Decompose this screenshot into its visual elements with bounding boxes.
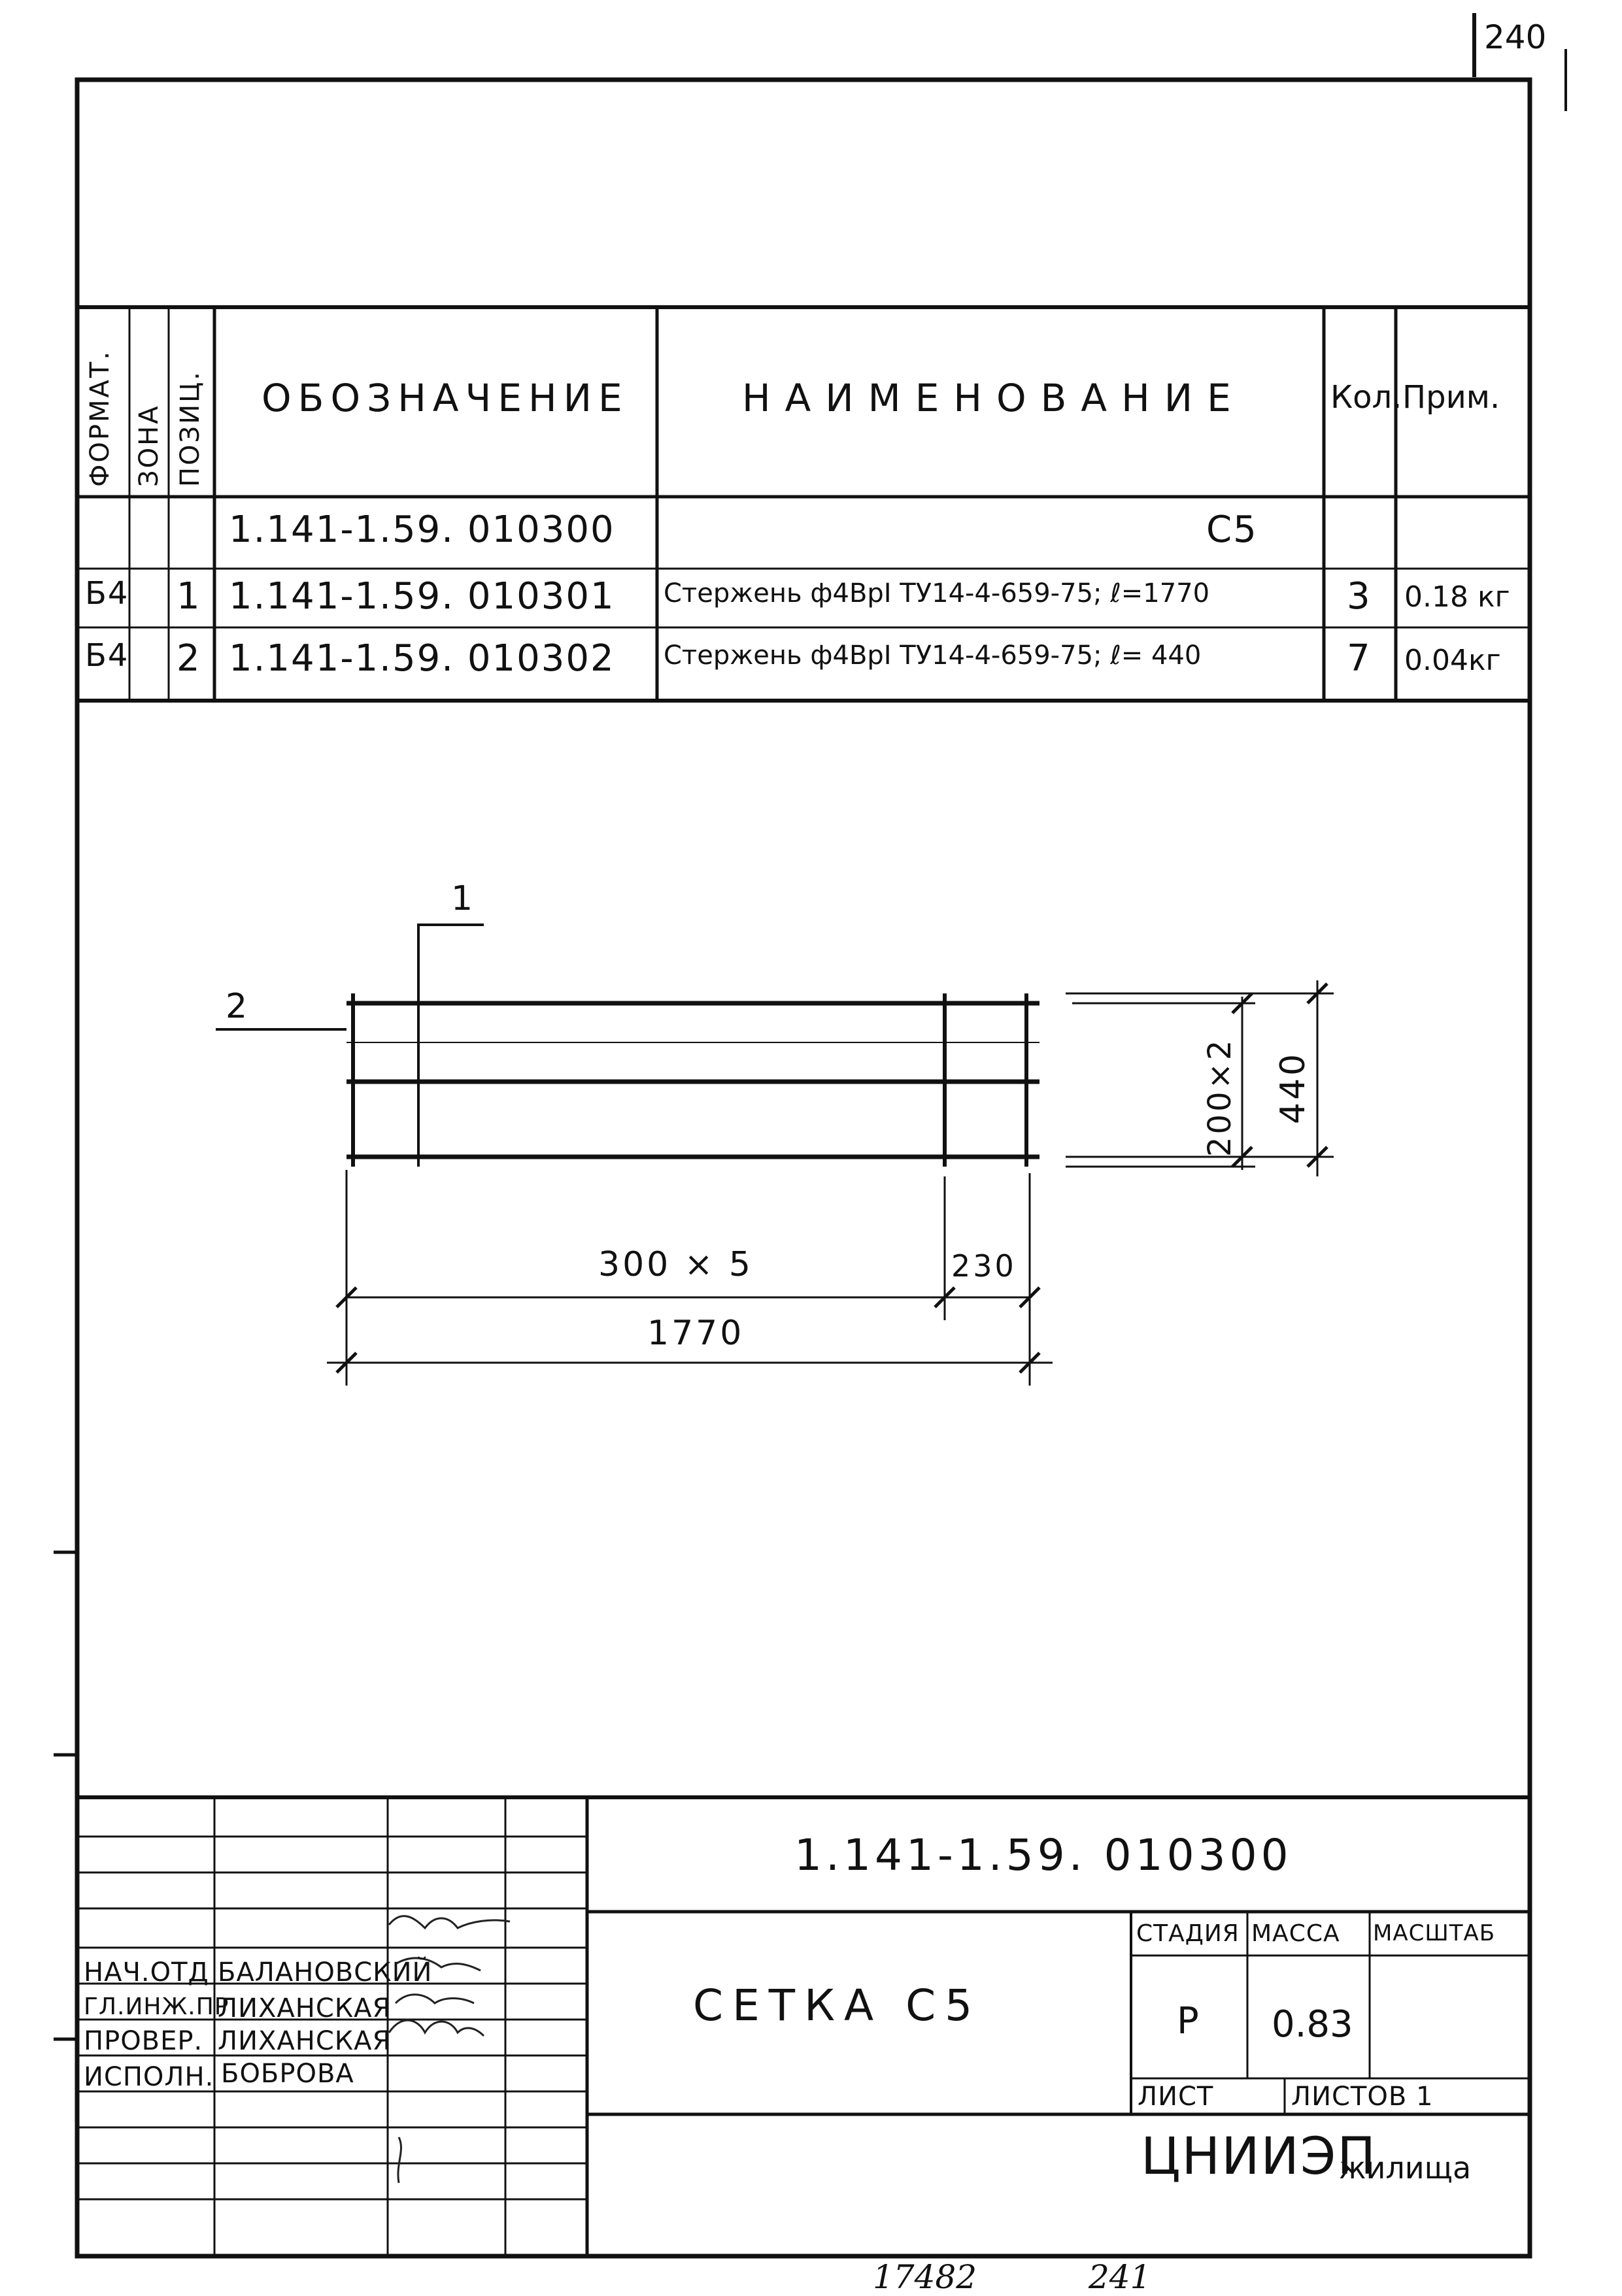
row-designation: 1.141-1.59. 010301 <box>229 575 615 618</box>
header-qty: Кол. <box>1330 379 1402 416</box>
row-position: 1 <box>177 575 201 618</box>
sheet-label: ЛИСТ <box>1138 2082 1214 2112</box>
row-format: Б4 <box>85 637 129 674</box>
header-note: Прим. <box>1402 379 1500 416</box>
row-note: 0.04кг <box>1404 644 1501 677</box>
row-designation: 1.141-1.59. 010300 <box>229 508 615 551</box>
header-designation: ОБОЗНАЧЕНИЕ <box>262 376 629 420</box>
dim-spacing-short: 200×2 <box>1202 1037 1238 1157</box>
row-note: 0.18 кг <box>1404 580 1510 614</box>
mass-value: 0.83 <box>1272 2003 1353 2046</box>
stage-value: Р <box>1177 2000 1199 2042</box>
callout-2: 2 <box>226 987 250 1026</box>
dim-spacing-long: 300 × 5 <box>598 1245 753 1284</box>
staff-name: ЛИХАНСКАЯ <box>218 2026 392 2056</box>
dim-total-width: 440 <box>1274 1051 1313 1124</box>
organization-name: ЦНИИЭП <box>1141 2127 1377 2186</box>
staff-name: БАЛАНОВСКИЙ <box>218 1957 433 1988</box>
row-qty: 3 <box>1347 575 1372 618</box>
organization-suffix: жилища <box>1339 2150 1472 2186</box>
staff-role: ИСПОЛН. <box>84 2062 214 2092</box>
staff-role: НАЧ.ОТД <box>84 1957 209 1988</box>
row-name: Стержень ф4ВрI ТУ14-4-659-75; ℓ= 440 <box>664 641 1202 671</box>
dim-end: 230 <box>951 1248 1017 1284</box>
header-format: ФОРМАТ. <box>85 349 115 487</box>
mass-label: МАССА <box>1251 1920 1340 1947</box>
scale-label: МАСШТАБ <box>1373 1920 1496 1946</box>
archive-number: 17482 <box>873 2258 977 2296</box>
row-format: Б4 <box>85 575 129 612</box>
row-name: Стержень ф4ВрI ТУ14-4-659-75; ℓ=1770 <box>664 578 1210 608</box>
sheets-label: ЛИСТОВ 1 <box>1291 2082 1434 2112</box>
staff-name: БОБРОВА <box>221 2059 354 2089</box>
signatures <box>389 1916 510 2183</box>
stage-label: СТАДИЯ <box>1136 1920 1240 1947</box>
staff-role: ГЛ.ИНЖ.ПР <box>84 1993 229 2020</box>
row-qty: 7 <box>1347 637 1372 680</box>
title-designation: 1.141-1.59. 010300 <box>794 1830 1293 1880</box>
dim-total-length: 1770 <box>647 1314 745 1353</box>
header-position: ПОЗИЦ. <box>175 370 205 487</box>
mesh-c5-drawing <box>216 925 1334 1386</box>
drawing-title: СЕТКА С5 <box>693 1980 982 2031</box>
row-position: 2 <box>177 637 201 680</box>
staff-role: ПРОВЕР. <box>84 2026 203 2056</box>
row-designation: 1.141-1.59. 010302 <box>229 637 615 680</box>
header-name: НАИМЕНОВАНИЕ <box>742 376 1245 420</box>
header-zone: ЗОНА <box>134 404 164 487</box>
staff-name: ЛИХАНСКАЯ <box>218 1993 392 2023</box>
row-name: С5 <box>1206 508 1258 551</box>
page-number: 241 <box>1089 2258 1151 2296</box>
sheet-number-top: 240 <box>1484 18 1547 56</box>
callout-1: 1 <box>451 879 476 918</box>
